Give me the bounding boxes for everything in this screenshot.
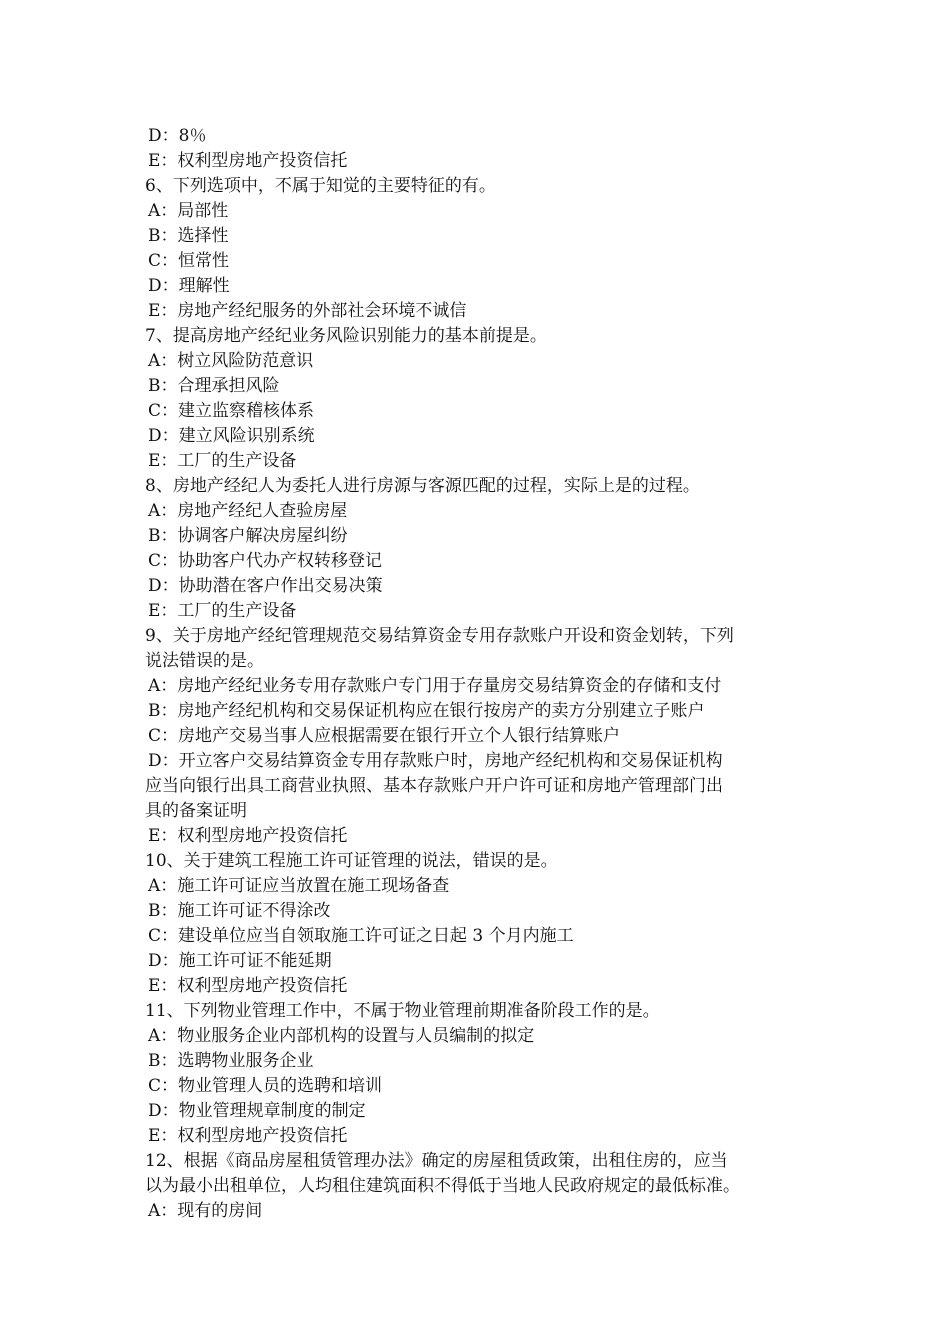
- answer-option: B：合理承担风险: [148, 376, 280, 396]
- answer-option: C：协助客户代办产权转移登记: [148, 551, 383, 571]
- answer-option: A：房地产经纪业务专用存款账户专门用于存量房交易结算资金的存储和支付: [148, 676, 722, 696]
- answer-option: D：协助潜在客户作出交易决策: [148, 576, 383, 596]
- answer-option: D：开立客户交易结算资金专用存款账户时，房地产经纪机构和交易保证机构: [148, 751, 723, 771]
- answer-option: E：工厂的生产设备: [148, 451, 297, 471]
- question-text-line: 9、关于房地产经纪管理规范交易结算资金专用存款账户开设和资金划转，下列: [145, 626, 734, 646]
- answer-option: E：权利型房地产投资信托: [148, 976, 348, 996]
- answer-option: A：物业服务企业内部机构的设置与人员编制的拟定: [148, 1026, 535, 1046]
- answer-option: C：房地产交易当事人应根据需要在银行开立个人银行结算账户: [148, 726, 621, 746]
- question-text-line: 10、关于建筑工程施工许可证管理的说法，错误的是。: [145, 851, 558, 871]
- question-text-line: 具的备案证明: [145, 801, 247, 821]
- answer-option: B：施工许可证不得涂改: [148, 901, 331, 921]
- question-text-line: 8、房地产经纪人为委托人进行房源与客源匹配的过程，实际上是的过程。: [145, 476, 700, 496]
- answer-option: C：恒常性: [148, 251, 230, 271]
- answer-option: C：建立监察稽核体系: [148, 401, 315, 421]
- answer-option: E：房地产经纪服务的外部社会环境不诚信: [148, 301, 467, 321]
- answer-option: C：物业管理人员的选聘和培训: [148, 1076, 383, 1096]
- answer-option: C：建设单位应当自领取施工许可证之日起 3 个月内施工: [148, 926, 574, 946]
- answer-option: E：权利型房地产投资信托: [148, 1126, 348, 1146]
- question-text-line: 说法错误的是。: [145, 651, 264, 671]
- question-text-line: 应当向银行出具工商营业执照、基本存款账户开户许可证和房地产管理部门出: [145, 776, 723, 796]
- question-text-line: 12、根据《商品房屋租赁管理办法》确定的房屋租赁政策，出租住房的，应当: [145, 1151, 728, 1171]
- answer-option: A：树立风险防范意识: [148, 351, 314, 371]
- question-text-line: 6、下列选项中，不属于知觉的主要特征的有。: [145, 176, 496, 196]
- answer-option: B：房地产经纪机构和交易保证机构应在银行按房产的卖方分别建立子账户: [148, 701, 705, 721]
- answer-option: D：施工许可证不能延期: [148, 951, 332, 971]
- answer-option: D：8％: [148, 126, 207, 146]
- answer-option: A：房地产经纪人查验房屋: [148, 501, 348, 521]
- answer-option: D：物业管理规章制度的制定: [148, 1101, 366, 1121]
- question-text-line: 以为最小出租单位，人均租住建筑面积不得低于当地人民政府规定的最低标准。: [145, 1176, 740, 1196]
- document-body: [145, 124, 810, 1224]
- answer-option: D：理解性: [148, 276, 230, 296]
- answer-option: A：施工许可证应当放置在施工现场备查: [148, 876, 450, 896]
- answer-option: B：选聘物业服务企业: [148, 1051, 314, 1071]
- answer-option: E：权利型房地产投资信托: [148, 826, 348, 846]
- question-text-line: 7、提高房地产经纪业务风险识别能力的基本前提是。: [145, 326, 547, 346]
- answer-option: A：现有的房间: [148, 1201, 263, 1221]
- answer-option: D：建立风险识别系统: [148, 426, 315, 446]
- answer-option: A：局部性: [148, 201, 229, 221]
- answer-option: B：协调客户解决房屋纠纷: [148, 526, 348, 546]
- question-text-line: 11、下列物业管理工作中，不属于物业管理前期准备阶段工作的是。: [145, 1001, 660, 1021]
- answer-option: B：选择性: [148, 226, 229, 246]
- answer-option: E：权利型房地产投资信托: [148, 151, 348, 171]
- answer-option: E：工厂的生产设备: [148, 601, 297, 621]
